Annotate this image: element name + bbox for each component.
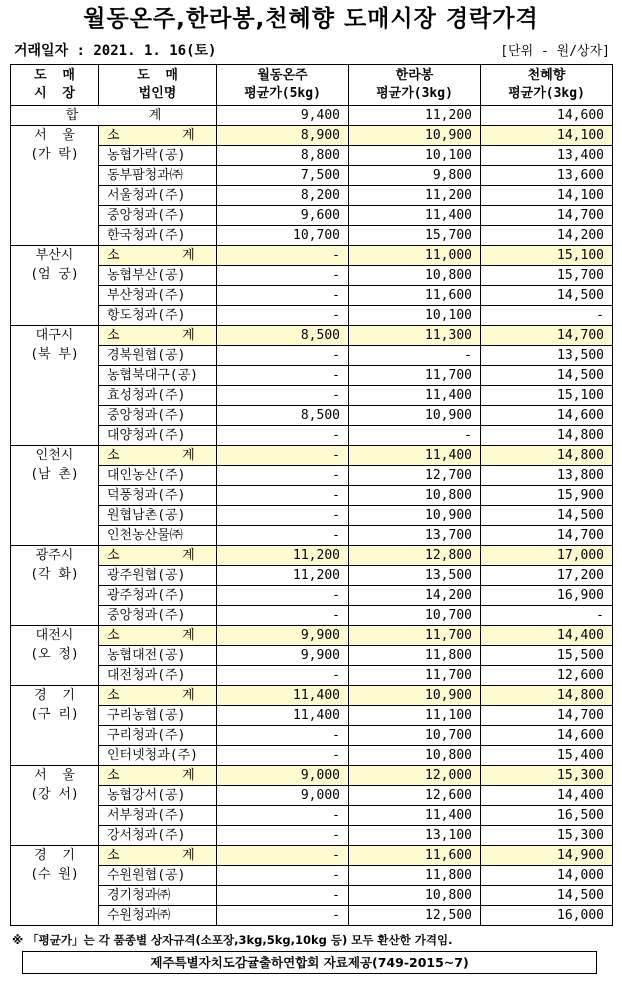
table-row: [11, 906, 613, 926]
price-v1: 9,000: [217, 786, 349, 806]
price-v2: 10,800: [349, 266, 481, 286]
corp-name: 경기청과㈜: [99, 886, 217, 906]
price-v3: 15,500: [481, 646, 613, 666]
price-v1: 7,500: [217, 166, 349, 186]
price-v3: 14,900: [481, 846, 613, 866]
table-row: [11, 586, 613, 606]
price-v2: 10,900: [349, 506, 481, 526]
corp-name: 농협강서(공): [99, 786, 217, 806]
price-v2: 10,700: [349, 606, 481, 626]
price-table: [10, 64, 613, 926]
header-market: 도 매 시 장: [11, 65, 99, 106]
header-corp: 도 매 법인명: [99, 65, 217, 106]
table-row: [11, 866, 613, 886]
price-v3: 14,700: [481, 526, 613, 546]
price-v1: -: [217, 306, 349, 326]
price-v1: -: [217, 726, 349, 746]
table-row: [11, 146, 613, 166]
market-name: 서 울 (가 락): [11, 126, 99, 246]
price-v1: -: [217, 246, 349, 266]
price-v2: 10,800: [349, 886, 481, 906]
price-v3: 14,400: [481, 786, 613, 806]
price-v3: 14,100: [481, 126, 613, 146]
price-v3: 14,400: [481, 626, 613, 646]
price-v1: 9,000: [217, 766, 349, 786]
corp-name: 농협부산(공): [99, 266, 217, 286]
price-v1: -: [217, 666, 349, 686]
table-header-row: [11, 65, 613, 106]
price-v1: -: [217, 746, 349, 766]
table-row: [11, 186, 613, 206]
price-v2: 13,500: [349, 566, 481, 586]
table-row: [11, 286, 613, 306]
price-v1: -: [217, 886, 349, 906]
price-v3: -: [481, 606, 613, 626]
price-v3: 14,800: [481, 446, 613, 466]
corp-name: 중앙청과(주): [99, 606, 217, 626]
corp-name: 부산청과(주): [99, 286, 217, 306]
market-name: 부산시 (엄 궁): [11, 246, 99, 326]
corp-name: 광주원협(공): [99, 566, 217, 586]
subtotal-label: 소 계: [99, 446, 217, 466]
price-v2: 12,000: [349, 766, 481, 786]
price-v2: 10,100: [349, 146, 481, 166]
total-v1: 9,400: [217, 106, 349, 126]
header-col1: 월동온주 평균가(5kg): [217, 65, 349, 106]
price-v2: 11,100: [349, 706, 481, 726]
table-row: [11, 886, 613, 906]
price-v1: -: [217, 586, 349, 606]
corp-name: 중앙청과(주): [99, 206, 217, 226]
corp-name: 수원원협(공): [99, 866, 217, 886]
price-v2: 10,900: [349, 686, 481, 706]
price-v2: 9,800: [349, 166, 481, 186]
price-v3: 15,700: [481, 266, 613, 286]
price-v3: 14,700: [481, 326, 613, 346]
price-v2: 12,600: [349, 786, 481, 806]
subtotal-row: [11, 446, 613, 466]
corp-name: 서울청과(주): [99, 186, 217, 206]
price-v2: 12,700: [349, 466, 481, 486]
corp-name: 항도청과(주): [99, 306, 217, 326]
price-v1: -: [217, 466, 349, 486]
price-v1: -: [217, 426, 349, 446]
subtotal-row: [11, 546, 613, 566]
table-row: [11, 166, 613, 186]
price-v1: 9,900: [217, 626, 349, 646]
price-v3: 12,600: [481, 666, 613, 686]
price-v1: -: [217, 806, 349, 826]
price-v3: 14,100: [481, 186, 613, 206]
price-v2: 10,900: [349, 126, 481, 146]
header-col3: 천혜향 평균가(3kg): [481, 65, 613, 106]
table-row: [11, 226, 613, 246]
price-v1: -: [217, 906, 349, 926]
corp-name: 서부청과(주): [99, 806, 217, 826]
corp-name: 구리농협(공): [99, 706, 217, 726]
table-row: [11, 406, 613, 426]
trade-date: 거래일자 : 2021. 1. 16(토): [14, 43, 217, 59]
subtotal-row: [11, 626, 613, 646]
table-row: [11, 346, 613, 366]
price-v1: -: [217, 366, 349, 386]
table-row: [11, 746, 613, 766]
price-v1: -: [217, 266, 349, 286]
price-v3: 14,200: [481, 226, 613, 246]
table-row: [11, 506, 613, 526]
subtotal-label: 소 계: [99, 126, 217, 146]
corp-name: 수원청과㈜: [99, 906, 217, 926]
price-v1: -: [217, 506, 349, 526]
price-v3: 14,500: [481, 366, 613, 386]
price-v1: -: [217, 606, 349, 626]
price-v3: 14,600: [481, 406, 613, 426]
table-row: [11, 206, 613, 226]
price-v2: 11,400: [349, 386, 481, 406]
market-name: 광주시 (각 화): [11, 546, 99, 626]
price-v1: 10,700: [217, 226, 349, 246]
table-row: [11, 306, 613, 326]
table-row: [11, 366, 613, 386]
corp-name: 농협북대구(공): [99, 366, 217, 386]
price-v2: 11,600: [349, 286, 481, 306]
price-v2: 11,800: [349, 866, 481, 886]
market-name: 경 기 (구 리): [11, 686, 99, 766]
price-v3: 14,000: [481, 866, 613, 886]
price-v3: 15,400: [481, 746, 613, 766]
subtotal-label: 소 계: [99, 546, 217, 566]
price-v3: 13,500: [481, 346, 613, 366]
price-v3: 15,300: [481, 826, 613, 846]
price-v2: 11,000: [349, 246, 481, 266]
corp-name: 중앙청과(주): [99, 406, 217, 426]
subtotal-row: [11, 246, 613, 266]
price-v3: 14,500: [481, 886, 613, 906]
corp-name: 광주청과(주): [99, 586, 217, 606]
price-v1: 11,200: [217, 546, 349, 566]
price-v3: 17,000: [481, 546, 613, 566]
total-row: [11, 106, 613, 126]
price-v2: 10,900: [349, 406, 481, 426]
price-v2: 14,200: [349, 586, 481, 606]
price-v2: 11,400: [349, 806, 481, 826]
price-v1: -: [217, 346, 349, 366]
price-v1: 8,200: [217, 186, 349, 206]
corp-name: 구리청과(주): [99, 726, 217, 746]
price-v2: 11,300: [349, 326, 481, 346]
price-v2: 12,800: [349, 546, 481, 566]
price-v3: 16,900: [481, 586, 613, 606]
table-row: [11, 566, 613, 586]
price-v1: -: [217, 386, 349, 406]
corp-name: 효성청과(주): [99, 386, 217, 406]
price-v3: 14,600: [481, 726, 613, 746]
price-v3: 14,800: [481, 686, 613, 706]
source-footer: 제주특별자치도감귤출하연합회 자료제공(749-2015~7): [22, 951, 597, 974]
price-v1: 11,200: [217, 566, 349, 586]
price-v1: 8,500: [217, 406, 349, 426]
price-v2: 10,700: [349, 726, 481, 746]
price-v3: 16,000: [481, 906, 613, 926]
price-v1: 8,900: [217, 126, 349, 146]
market-name: 서 울 (강 서): [11, 766, 99, 846]
price-v1: -: [217, 486, 349, 506]
total-v2: 11,200: [349, 106, 481, 126]
market-name: 경 기 (수 원): [11, 846, 99, 926]
page-title: 월동온주,한라봉,천혜향 도매시장 경락가격: [83, 6, 539, 32]
subtotal-row: [11, 846, 613, 866]
corp-name: 경북원협(공): [99, 346, 217, 366]
price-v2: 11,700: [349, 366, 481, 386]
total-label: 합 계: [11, 106, 217, 126]
market-name: 대전시 (오 정): [11, 626, 99, 686]
table-row: [11, 826, 613, 846]
subtotal-label: 소 계: [99, 326, 217, 346]
corp-name: 농협가락(공): [99, 146, 217, 166]
table-row: [11, 726, 613, 746]
subtotal-row: [11, 326, 613, 346]
footnote: ※ 「평균가」는 각 품종별 상자규격(소포장,3kg,5kg,10kg 등) 모두 환산한 가격임.: [12, 933, 453, 947]
table-row: [11, 646, 613, 666]
price-v1: -: [217, 826, 349, 846]
price-v3: 14,500: [481, 286, 613, 306]
subtotal-row: [11, 126, 613, 146]
table-row: [11, 386, 613, 406]
price-v2: 15,700: [349, 226, 481, 246]
price-v1: -: [217, 846, 349, 866]
price-v1: 11,400: [217, 686, 349, 706]
price-v2: 10,100: [349, 306, 481, 326]
price-v1: 11,400: [217, 706, 349, 726]
price-v3: 14,700: [481, 206, 613, 226]
price-v3: 14,800: [481, 426, 613, 446]
total-v3: 14,600: [481, 106, 613, 126]
price-v3: 15,100: [481, 386, 613, 406]
price-v1: 9,900: [217, 646, 349, 666]
price-v2: -: [349, 426, 481, 446]
price-v1: 8,800: [217, 146, 349, 166]
price-v1: -: [217, 526, 349, 546]
price-v3: 15,300: [481, 766, 613, 786]
price-v1: 8,500: [217, 326, 349, 346]
price-v2: 10,800: [349, 746, 481, 766]
price-v2: 13,100: [349, 826, 481, 846]
table-row: [11, 786, 613, 806]
header-col2: 한라봉 평균가(3kg): [349, 65, 481, 106]
corp-name: 대전청과(주): [99, 666, 217, 686]
price-v2: 11,800: [349, 646, 481, 666]
price-v3: 15,900: [481, 486, 613, 506]
price-v2: 10,800: [349, 486, 481, 506]
price-v2: 11,400: [349, 446, 481, 466]
table-row: [11, 806, 613, 826]
price-v3: 16,500: [481, 806, 613, 826]
table-row: [11, 466, 613, 486]
corp-name: 대인농산(주): [99, 466, 217, 486]
price-v3: 13,400: [481, 146, 613, 166]
table-row: [11, 266, 613, 286]
price-v3: 14,500: [481, 506, 613, 526]
table-row: [11, 426, 613, 446]
price-v1: 9,600: [217, 206, 349, 226]
price-v3: 17,200: [481, 566, 613, 586]
price-v3: 13,600: [481, 166, 613, 186]
corp-name: 농협대전(공): [99, 646, 217, 666]
price-v1: -: [217, 446, 349, 466]
price-v2: 11,200: [349, 186, 481, 206]
price-v2: 11,700: [349, 626, 481, 646]
corp-name: 대양청과(주): [99, 426, 217, 446]
table-row: [11, 526, 613, 546]
price-v2: 11,400: [349, 206, 481, 226]
subtotal-label: 소 계: [99, 246, 217, 266]
price-v2: -: [349, 346, 481, 366]
subtotal-label: 소 계: [99, 766, 217, 786]
unit-label: [단위 - 원/상자]: [500, 44, 610, 59]
price-v2: 13,700: [349, 526, 481, 546]
price-v3: 14,700: [481, 706, 613, 726]
price-v1: -: [217, 286, 349, 306]
corp-name: 동부팜청과㈜: [99, 166, 217, 186]
subtotal-label: 소 계: [99, 686, 217, 706]
price-v3: 15,100: [481, 246, 613, 266]
price-v3: 13,800: [481, 466, 613, 486]
table-row: [11, 606, 613, 626]
subtotal-label: 소 계: [99, 626, 217, 646]
corp-name: 인천농산물㈜: [99, 526, 217, 546]
subtotal-label: 소 계: [99, 846, 217, 866]
corp-name: 인터넷청과(주): [99, 746, 217, 766]
price-v2: 12,500: [349, 906, 481, 926]
corp-name: 강서청과(주): [99, 826, 217, 846]
price-v1: -: [217, 866, 349, 886]
price-v3: -: [481, 306, 613, 326]
market-name: 대구시 (북 부): [11, 326, 99, 446]
corp-name: 덕풍청과(주): [99, 486, 217, 506]
subtotal-row: [11, 766, 613, 786]
market-name: 인천시 (남 촌): [11, 446, 99, 546]
price-v2: 11,700: [349, 666, 481, 686]
table-row: [11, 486, 613, 506]
subtotal-row: [11, 686, 613, 706]
table-row: [11, 666, 613, 686]
table-row: [11, 706, 613, 726]
corp-name: 원협남촌(공): [99, 506, 217, 526]
price-v2: 11,600: [349, 846, 481, 866]
corp-name: 한국청과(주): [99, 226, 217, 246]
